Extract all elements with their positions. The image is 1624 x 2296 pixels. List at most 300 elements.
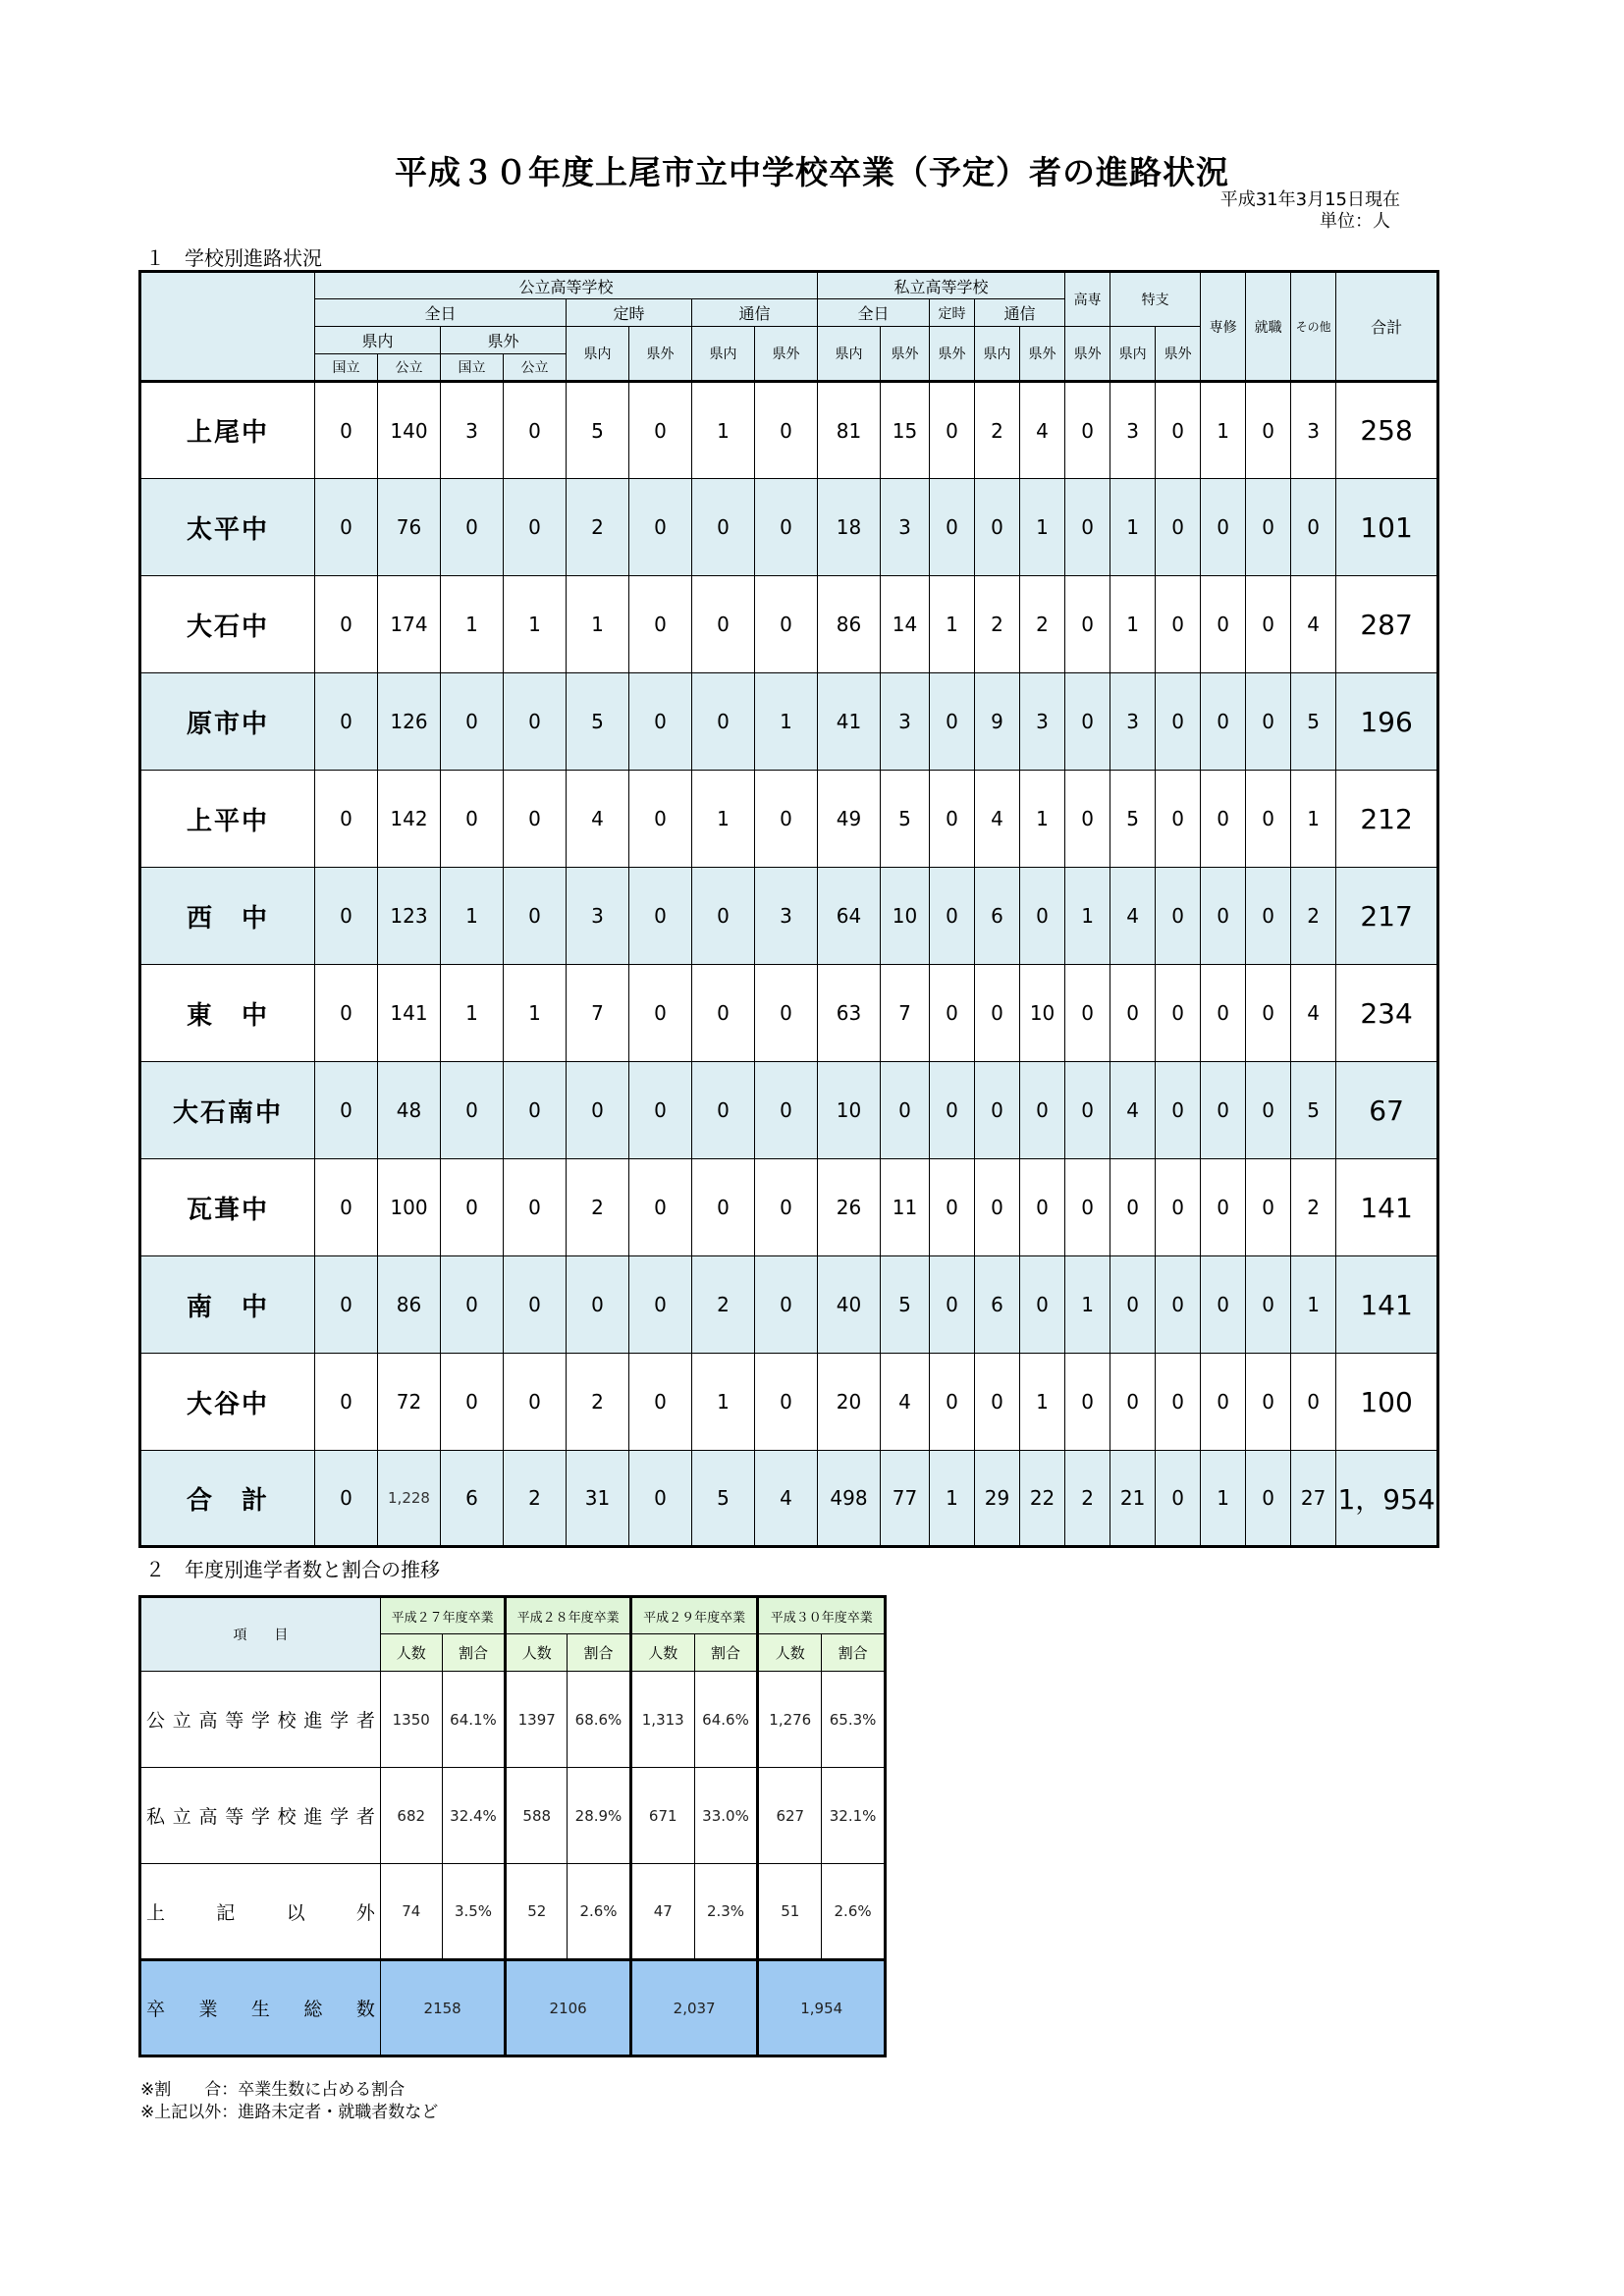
row-total: 287	[1336, 576, 1438, 673]
data-cell: 0	[930, 1062, 975, 1159]
data-cell: 0	[441, 479, 504, 576]
data-cell: 1	[1065, 868, 1110, 965]
data-cell: 0	[1156, 965, 1201, 1062]
data-cell: 0	[930, 965, 975, 1062]
data-cell: 1	[1201, 1451, 1246, 1547]
data-cell: 77	[881, 1451, 930, 1547]
other-header: その他	[1291, 272, 1336, 382]
table-row	[140, 868, 1438, 965]
row-total: 100	[1336, 1354, 1438, 1451]
data-cell: 2	[567, 1159, 629, 1256]
year-header: 平成２８年度卒業	[506, 1597, 631, 1634]
data-cell: 0	[755, 965, 818, 1062]
trend-value: 588	[506, 1768, 568, 1864]
data-cell: 10	[1020, 965, 1065, 1062]
data-cell: 1	[1110, 479, 1156, 576]
data-cell: 0	[629, 965, 692, 1062]
data-cell: 0	[692, 965, 755, 1062]
data-cell: 0	[692, 673, 755, 771]
data-cell: 86	[818, 576, 881, 673]
section1-heading: １ 学校別進路状況	[145, 246, 322, 270]
data-cell: 0	[975, 1062, 1020, 1159]
data-cell: 0	[930, 1159, 975, 1256]
ratio-header: 割合	[442, 1634, 506, 1672]
total-value: 1,954	[758, 1960, 886, 2056]
total-value: 2,037	[630, 1960, 758, 2056]
data-cell: 0	[629, 382, 692, 479]
table-row	[140, 673, 1438, 771]
row-total: 212	[1336, 771, 1438, 868]
data-cell: 1	[441, 868, 504, 965]
data-cell: 86	[378, 1256, 441, 1354]
data-cell: 0	[930, 868, 975, 965]
ratio-header: 割合	[822, 1634, 886, 1672]
data-cell: 1	[1291, 771, 1336, 868]
row-total: 258	[1336, 382, 1438, 479]
data-cell: 123	[378, 868, 441, 965]
school-name: 東 中	[140, 965, 315, 1062]
private-zennichi-kengai-header: 県外	[881, 327, 930, 382]
data-cell: 5	[567, 673, 629, 771]
data-cell: 11	[881, 1159, 930, 1256]
table-row	[140, 1256, 1438, 1354]
data-cell: 174	[378, 576, 441, 673]
data-cell: 1	[1020, 771, 1065, 868]
trend-value: 3.5%	[442, 1864, 506, 1960]
data-cell: 2	[1291, 1159, 1336, 1256]
data-cell: 0	[1246, 1159, 1291, 1256]
data-cell: 0	[1110, 1256, 1156, 1354]
data-cell: 2	[1020, 576, 1065, 673]
unit-label: 単位：人	[1320, 211, 1390, 232]
data-cell: 0	[315, 1062, 378, 1159]
data-cell: 1	[1020, 1354, 1065, 1451]
data-cell: 0	[975, 965, 1020, 1062]
data-cell: 0	[315, 479, 378, 576]
data-cell: 1	[504, 965, 567, 1062]
page-title: 平成３０年度上尾市立中学校卒業（予定）者の進路状況	[395, 153, 1229, 191]
data-cell: 0	[930, 673, 975, 771]
data-cell: 4	[755, 1451, 818, 1547]
table-row	[140, 576, 1438, 673]
school-name: 太平中	[140, 479, 315, 576]
data-cell: 126	[378, 673, 441, 771]
data-cell: 0	[315, 868, 378, 965]
row-total: 234	[1336, 965, 1438, 1062]
row-total: 101	[1336, 479, 1438, 576]
data-cell: 0	[315, 673, 378, 771]
data-cell: 0	[1201, 479, 1246, 576]
data-cell: 0	[629, 1062, 692, 1159]
trend-value: 2.6%	[822, 1864, 886, 1960]
notes	[140, 2079, 438, 2124]
data-cell: 0	[1246, 673, 1291, 771]
trend-row-label: 上記以外	[140, 1864, 381, 1960]
data-cell: 14	[881, 576, 930, 673]
data-cell: 29	[975, 1451, 1020, 1547]
trend-value: 671	[630, 1768, 694, 1864]
ratio-header: 割合	[568, 1634, 631, 1672]
private-teiji-kengai-header: 県外	[930, 327, 975, 382]
data-cell: 0	[1246, 965, 1291, 1062]
school-name: 南 中	[140, 1256, 315, 1354]
data-cell: 41	[818, 673, 881, 771]
private-hs-header: 私立高等学校	[818, 272, 1065, 299]
data-cell: 0	[1156, 576, 1201, 673]
data-cell: 0	[1156, 1062, 1201, 1159]
data-cell: 0	[441, 673, 504, 771]
data-cell: 0	[629, 1451, 692, 1547]
row-total: 1，954	[1336, 1451, 1438, 1547]
private-tsushin-kennai-header: 県内	[975, 327, 1020, 382]
data-cell: 5	[567, 382, 629, 479]
data-cell: 0	[1201, 868, 1246, 965]
data-cell: 4	[975, 771, 1020, 868]
trend-value: 1,313	[630, 1672, 694, 1768]
kosen-kengai-header: 県外	[1065, 327, 1110, 382]
total-header: 合計	[1336, 272, 1438, 382]
school-name: 合 計	[140, 1451, 315, 1547]
data-cell: 1	[441, 576, 504, 673]
trend-value: 51	[758, 1864, 822, 1960]
data-cell: 0	[1156, 1451, 1201, 1547]
item-header: 項 目	[140, 1597, 381, 1672]
data-cell: 1	[1201, 382, 1246, 479]
trend-total-row	[140, 1960, 886, 2056]
kengai-kokuritsu-header: 国立	[441, 354, 504, 382]
data-cell: 0	[504, 1062, 567, 1159]
data-cell: 0	[1156, 673, 1201, 771]
public-zennichi-kengai-header: 県外	[441, 327, 567, 354]
data-cell: 0	[1065, 1354, 1110, 1451]
data-cell: 1,228	[378, 1451, 441, 1547]
data-cell: 3	[441, 382, 504, 479]
note-other: ※上記以外：進路未定者・就職者数など	[140, 2103, 439, 2122]
data-cell: 0	[755, 576, 818, 673]
data-cell: 0	[315, 1256, 378, 1354]
trend-value: 627	[758, 1768, 822, 1864]
data-cell: 0	[755, 1159, 818, 1256]
data-cell: 0	[1246, 479, 1291, 576]
data-cell: 0	[755, 1354, 818, 1451]
public-tsushin-kennai-header: 県内	[692, 327, 755, 382]
data-cell: 0	[1065, 382, 1110, 479]
row-total: 217	[1336, 868, 1438, 965]
data-cell: 140	[378, 382, 441, 479]
data-cell: 49	[818, 771, 881, 868]
school-name: 西 中	[140, 868, 315, 965]
trend-value: 64.6%	[694, 1672, 758, 1768]
data-cell: 0	[504, 1159, 567, 1256]
data-cell: 40	[818, 1256, 881, 1354]
special-kennai-header: 県内	[1110, 327, 1156, 382]
data-cell: 0	[315, 1354, 378, 1451]
data-cell: 0	[504, 1354, 567, 1451]
data-cell: 100	[378, 1159, 441, 1256]
data-cell: 0	[1020, 868, 1065, 965]
data-cell: 0	[1020, 1159, 1065, 1256]
data-cell: 0	[755, 382, 818, 479]
trend-value: 1350	[380, 1672, 442, 1768]
trend-row	[140, 1864, 886, 1960]
yearly-trend-table	[138, 1595, 887, 2057]
count-header: 人数	[758, 1634, 822, 1672]
data-cell: 2	[567, 479, 629, 576]
data-cell: 0	[1020, 1256, 1065, 1354]
data-cell: 1	[1065, 1256, 1110, 1354]
data-cell: 3	[881, 673, 930, 771]
data-cell: 0	[1246, 382, 1291, 479]
data-cell: 1	[930, 1451, 975, 1547]
trend-value: 32.4%	[442, 1768, 506, 1864]
data-cell: 3	[881, 479, 930, 576]
data-cell: 0	[930, 1256, 975, 1354]
trend-value: 2.6%	[568, 1864, 631, 1960]
trend-value: 64.1%	[442, 1672, 506, 1768]
data-cell: 0	[975, 1159, 1020, 1256]
trend-value: 68.6%	[568, 1672, 631, 1768]
data-cell: 2	[1065, 1451, 1110, 1547]
data-cell: 0	[629, 868, 692, 965]
private-zennichi-header: 全日	[818, 299, 930, 327]
trend-row-label: 公立高等学校進学者	[140, 1672, 381, 1768]
data-cell: 0	[755, 1256, 818, 1354]
trend-value: 32.1%	[822, 1768, 886, 1864]
data-cell: 0	[755, 1062, 818, 1159]
data-cell: 0	[692, 479, 755, 576]
note-ratio: ※割 合：卒業生数に占める割合	[140, 2080, 406, 2100]
trend-value: 682	[380, 1768, 442, 1864]
data-cell: 10	[881, 868, 930, 965]
kennai-koritsu-header: 公立	[378, 354, 441, 382]
data-cell: 26	[818, 1159, 881, 1256]
data-cell: 0	[504, 382, 567, 479]
data-cell: 0	[1246, 576, 1291, 673]
data-cell: 5	[1291, 673, 1336, 771]
data-cell: 0	[629, 479, 692, 576]
school-name: 瓦葺中	[140, 1159, 315, 1256]
data-cell: 0	[1156, 1159, 1201, 1256]
data-cell: 1	[692, 771, 755, 868]
data-cell: 1	[692, 382, 755, 479]
data-cell: 0	[755, 771, 818, 868]
data-cell: 3	[1110, 382, 1156, 479]
data-cell: 0	[692, 1062, 755, 1159]
data-cell: 0	[1201, 1159, 1246, 1256]
data-cell: 0	[930, 479, 975, 576]
data-cell: 0	[441, 771, 504, 868]
data-cell: 0	[629, 576, 692, 673]
table-row	[140, 1062, 1438, 1159]
school-name: 大石中	[140, 576, 315, 673]
data-cell: 0	[1110, 965, 1156, 1062]
data-cell: 21	[1110, 1451, 1156, 1547]
school-name: 原市中	[140, 673, 315, 771]
data-cell: 0	[1110, 1159, 1156, 1256]
private-tsushin-header: 通信	[975, 299, 1065, 327]
public-teiji-header: 定時	[567, 299, 692, 327]
data-cell: 2	[975, 576, 1020, 673]
special-kengai-header: 県外	[1156, 327, 1201, 382]
private-teiji-header: 定時	[930, 299, 975, 327]
data-cell: 5	[881, 1256, 930, 1354]
table-row	[140, 479, 1438, 576]
school-name: 上尾中	[140, 382, 315, 479]
data-cell: 0	[1201, 771, 1246, 868]
data-cell: 2	[692, 1256, 755, 1354]
data-cell: 0	[1156, 868, 1201, 965]
table-row	[140, 1451, 1438, 1547]
trend-value: 1,276	[758, 1672, 822, 1768]
data-cell: 0	[1065, 771, 1110, 868]
table-row	[140, 771, 1438, 868]
data-cell: 0	[441, 1354, 504, 1451]
data-cell: 0	[441, 1062, 504, 1159]
data-cell: 0	[315, 1451, 378, 1547]
data-cell: 72	[378, 1354, 441, 1451]
data-cell: 1	[755, 673, 818, 771]
data-cell: 0	[504, 479, 567, 576]
public-teiji-kengai-header: 県外	[629, 327, 692, 382]
data-cell: 0	[930, 771, 975, 868]
school-career-table	[138, 270, 1439, 1548]
private-zennichi-kennai-header: 県内	[818, 327, 881, 382]
total-value: 2158	[380, 1960, 506, 2056]
data-cell: 4	[567, 771, 629, 868]
data-cell: 6	[975, 868, 1020, 965]
data-cell: 0	[441, 1159, 504, 1256]
data-cell: 7	[881, 965, 930, 1062]
data-cell: 0	[1020, 1062, 1065, 1159]
school-name: 大石南中	[140, 1062, 315, 1159]
data-cell: 141	[378, 965, 441, 1062]
table-row	[140, 382, 1438, 479]
row-total: 196	[1336, 673, 1438, 771]
public-tsushin-kengai-header: 県外	[755, 327, 818, 382]
data-cell: 81	[818, 382, 881, 479]
data-cell: 0	[1246, 1062, 1291, 1159]
total-value: 2106	[506, 1960, 631, 2056]
data-cell: 1	[1291, 1256, 1336, 1354]
trend-row-label: 私立高等学校進学者	[140, 1768, 381, 1864]
data-cell: 0	[315, 1159, 378, 1256]
table-row	[140, 1354, 1438, 1451]
public-teiji-kennai-header: 県内	[567, 327, 629, 382]
data-cell: 1	[1020, 479, 1065, 576]
kosen-header: 高専	[1065, 272, 1110, 327]
data-cell: 0	[1110, 1354, 1156, 1451]
kengai-koritsu-header: 公立	[504, 354, 567, 382]
data-cell: 0	[1156, 479, 1201, 576]
data-cell: 0	[692, 868, 755, 965]
data-cell: 0	[567, 1062, 629, 1159]
row-total: 67	[1336, 1062, 1438, 1159]
school-name: 大谷中	[140, 1354, 315, 1451]
trend-value: 47	[630, 1864, 694, 1960]
data-cell: 0	[1246, 771, 1291, 868]
trend-row	[140, 1672, 886, 1768]
data-cell: 1	[930, 576, 975, 673]
data-cell: 64	[818, 868, 881, 965]
data-cell: 6	[441, 1451, 504, 1547]
trend-value: 2.3%	[694, 1864, 758, 1960]
count-header: 人数	[630, 1634, 694, 1672]
data-cell: 0	[315, 576, 378, 673]
school-name: 上平中	[140, 771, 315, 868]
trend-value: 65.3%	[822, 1672, 886, 1768]
data-cell: 2	[1291, 868, 1336, 965]
data-cell: 0	[1065, 1062, 1110, 1159]
data-cell: 5	[1291, 1062, 1336, 1159]
data-cell: 0	[504, 771, 567, 868]
count-header: 人数	[380, 1634, 442, 1672]
data-cell: 0	[1201, 1062, 1246, 1159]
data-cell: 0	[930, 382, 975, 479]
data-cell: 2	[567, 1354, 629, 1451]
data-cell: 2	[975, 382, 1020, 479]
data-cell: 0	[1291, 1354, 1336, 1451]
data-cell: 3	[567, 868, 629, 965]
data-cell: 15	[881, 382, 930, 479]
data-cell: 6	[975, 1256, 1020, 1354]
data-cell: 0	[1156, 1256, 1201, 1354]
senshu-header: 専修	[1201, 272, 1246, 382]
public-hs-header: 公立高等学校	[315, 272, 818, 299]
data-cell: 0	[629, 771, 692, 868]
data-cell: 0	[1246, 868, 1291, 965]
table-row	[140, 965, 1438, 1062]
data-cell: 1	[1110, 576, 1156, 673]
data-cell: 142	[378, 771, 441, 868]
data-cell: 1	[692, 1354, 755, 1451]
section2-heading: ２ 年度別進学者数と割合の推移	[145, 1558, 440, 1581]
data-cell: 4	[1110, 1062, 1156, 1159]
data-cell: 0	[692, 576, 755, 673]
year-header: 平成２７年度卒業	[380, 1597, 506, 1634]
data-cell: 0	[930, 1354, 975, 1451]
data-cell: 4	[1110, 868, 1156, 965]
data-cell: 22	[1020, 1451, 1065, 1547]
data-cell: 9	[975, 673, 1020, 771]
data-cell: 5	[692, 1451, 755, 1547]
trend-value: 74	[380, 1864, 442, 1960]
data-cell: 1	[441, 965, 504, 1062]
data-cell: 0	[975, 1354, 1020, 1451]
data-cell: 0	[1246, 1354, 1291, 1451]
data-cell: 4	[1020, 382, 1065, 479]
ratio-header: 割合	[694, 1634, 758, 1672]
data-cell: 0	[504, 868, 567, 965]
data-cell: 4	[881, 1354, 930, 1451]
data-cell: 0	[629, 1159, 692, 1256]
data-cell: 0	[315, 965, 378, 1062]
data-cell: 3	[1110, 673, 1156, 771]
table-row	[140, 1159, 1438, 1256]
trend-row	[140, 1768, 886, 1864]
data-cell: 0	[567, 1256, 629, 1354]
public-zennichi-kennai-header: 県内	[315, 327, 441, 354]
data-cell: 0	[1201, 1354, 1246, 1451]
data-cell: 498	[818, 1451, 881, 1547]
shushoku-header: 就職	[1246, 272, 1291, 382]
data-cell: 0	[315, 382, 378, 479]
data-cell: 0	[1201, 1256, 1246, 1354]
data-cell: 0	[692, 1159, 755, 1256]
school-header-blank	[140, 272, 315, 382]
data-cell: 3	[1291, 382, 1336, 479]
data-cell: 1	[504, 576, 567, 673]
data-cell: 0	[755, 479, 818, 576]
